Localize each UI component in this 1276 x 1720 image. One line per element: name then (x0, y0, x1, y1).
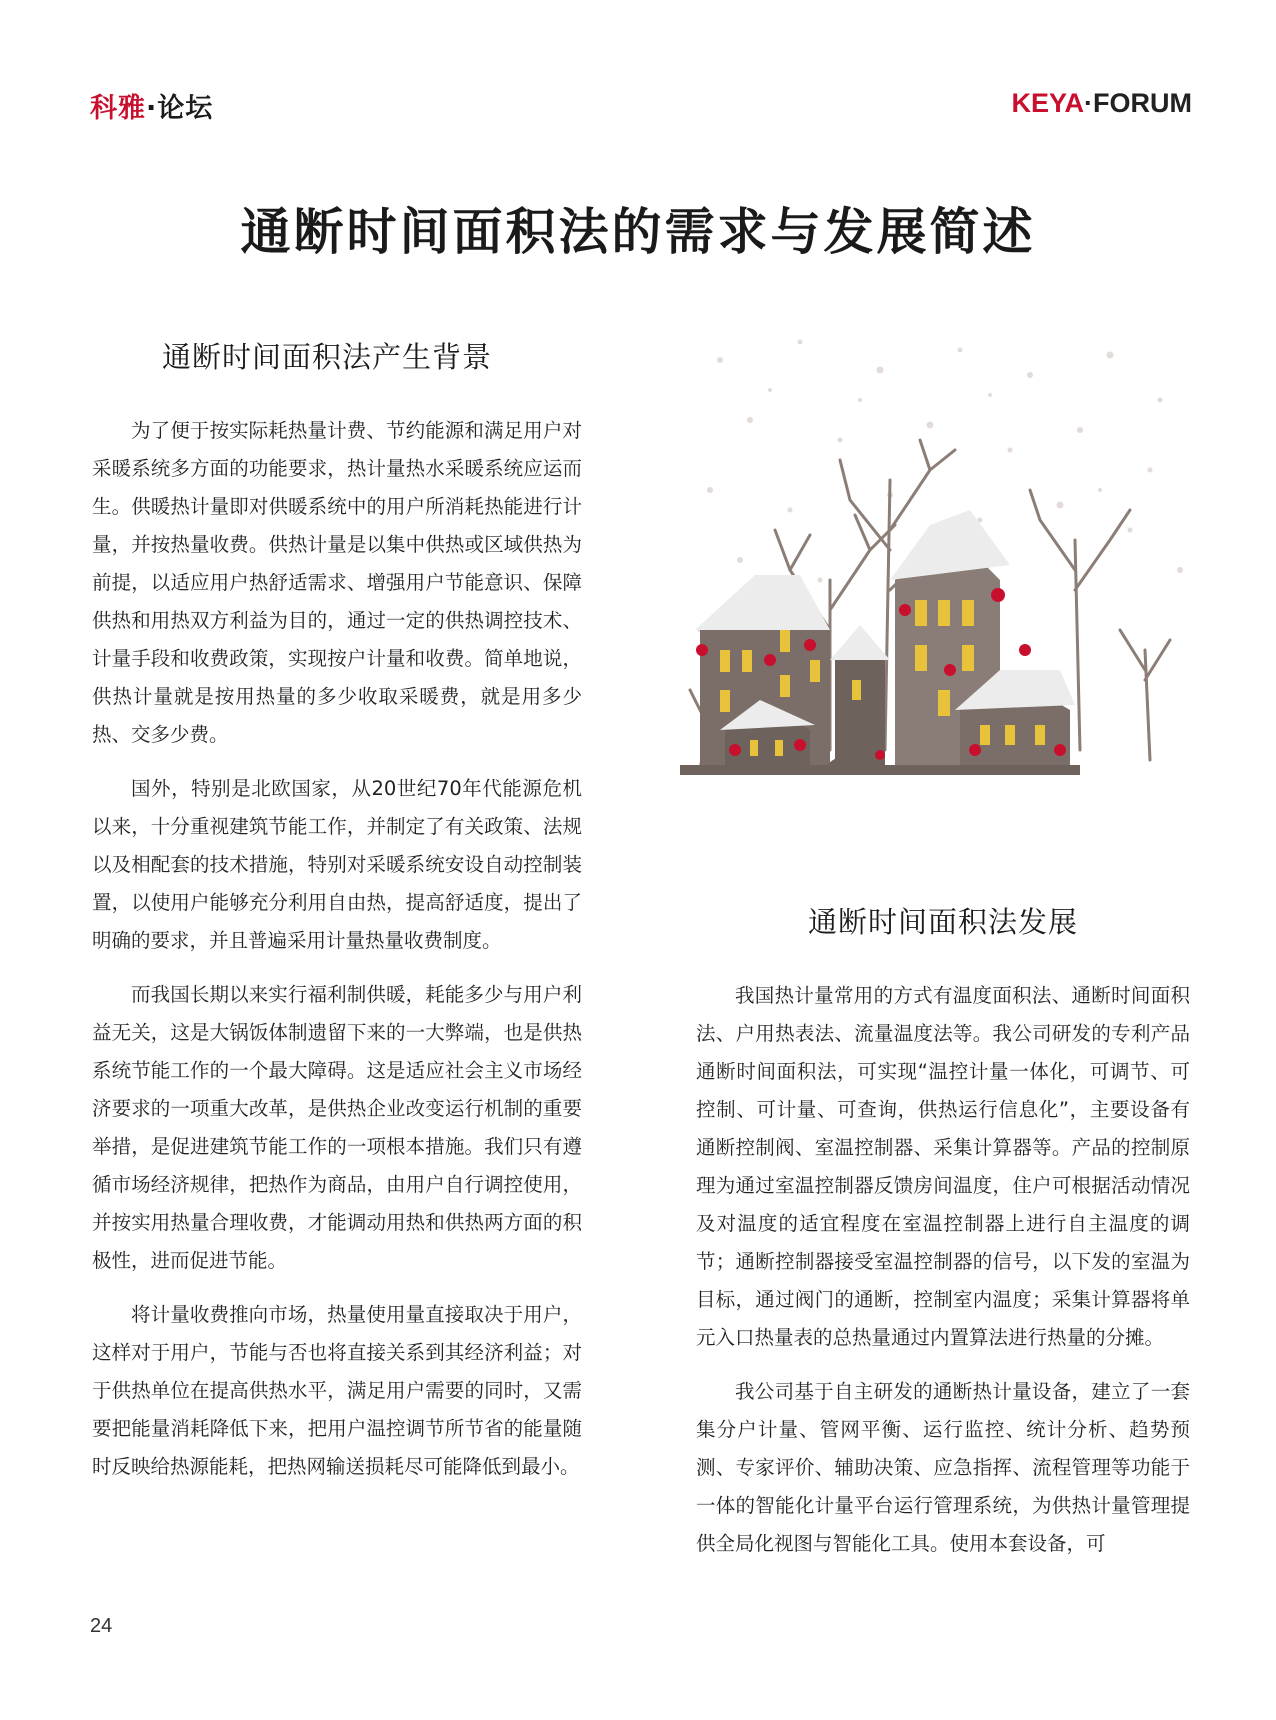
paragraph: 为了便于按实际耗热量计费、节约能源和满足用户对采暖系统多方面的功能要求，热计量热水采暖系统应运而生。供暖热计量即对供暖系统中的用户所消耗热能进行计量，并按热量收费。供热计量是以集中供热或区域供热为前提，以适应用户热舒适需求、增强用户节能意识、保障供热和用热双方利益为目的，通过一定的供热调控技术、计量手段和收费政策，实现按户计量和收费。简单地说，供热计量就是按用热量的多少收取采暖费，就是用多少热、交多少费。 (92, 419, 582, 746)
paragraph: 国外，特别是北欧国家，从20世纪70年代能源危机以来，十分重视建筑节能工作，并制定了有关政策、法规以及相配套的技术措施，特别对采暖系统安设自动控制装置，以使用户能够充分利用自由热，提高舒适度，提出了明确的要求，并且普遍采用计量热量收费制度。 (92, 777, 582, 952)
paragraph: 我公司基于自主研发的通断热计量设备，建立了一套集分户计量、管网平衡、运行监控、统计分析、趋势预测、专家评价、辅助决策、应急指挥、流程管理等功能于一体的智能化计量平台运行管理系统，为供热计量管理提供全局化视图与智能化工具。使用本套设备，可 (696, 1380, 1190, 1555)
ground (680, 765, 1080, 775)
page-number: 24 (90, 1615, 113, 1637)
brand-en-separator: · (1084, 88, 1094, 118)
right-column (696, 900, 1190, 1579)
section-heading-development: 通断时间面积法发展 (807, 905, 1078, 939)
paragraph: 我国热计量常用的方式有温度面积法、通断时间面积法、户用热表法、流量温度法等。我公司研发的专利产品通断时间面积法，可实现“温控计量一体化，可调节、可控制、可计量、可查询，供热运行信息化”，主要设备有通断控制阀、室温控制器、采集计算器等。产品的控制原理为通过室温控制器反馈房间温度，住户可根据活动情况及对温度的适宜程度在室温控制器上进行自主温度的调节；通断控制器接受室温控制器的信号，以下发的室温为目标，通过阀门的通断，控制室内温度；采集计算器将单元入口热量表的总热量通过内置算法进行热量的分摊。 (696, 984, 1190, 1349)
snowy-village-illustration (680, 330, 1200, 860)
magazine-brand-left (90, 86, 213, 125)
brand-separator: · (146, 93, 158, 124)
section-heading-background: 通断时间面积法产生背景 (162, 340, 493, 374)
house-tower (830, 625, 890, 770)
brand-section: 论坛 (157, 93, 214, 124)
magazine-brand-right (1011, 88, 1192, 119)
brand-en-red: KEYA (1011, 88, 1085, 118)
brand-en-section: FORUM (1093, 88, 1192, 118)
brand-name-red: 科雅 (90, 93, 146, 124)
article-title: 通断时间面积法的需求与发展简述 (240, 203, 1036, 261)
left-column (92, 335, 582, 1502)
paragraph: 而我国长期以来实行福利制供暖，耗能多少与用户利益无关，这是大锅饭体制遗留下来的一大弊端，也是供热系统节能工作的一个最大障碍。这是适应社会主义市场经济要求的一项重大改革，是供热企业改变运行机制的重要举措，是促进建筑节能工作的一项根本措施。我们只有遵循市场经济规律，把热作为商品，由用户自行调控使用，并按实用热量合理收费，才能调动用热和供热两方面的积极性，进而促进节能。 (92, 983, 582, 1272)
paragraph: 将计量收费推向市场，热量使用量直接取决于用户，这样对于用户，节能与否也将直接关系到其经济利益；对于供热单位在提高供热水平，满足用户需要的同时，又需要把能量消耗降低下来，把用户温控调节所节省的能量随时反映给热源能耗，把热网输送损耗尽可能降低到最小。 (92, 1303, 582, 1478)
